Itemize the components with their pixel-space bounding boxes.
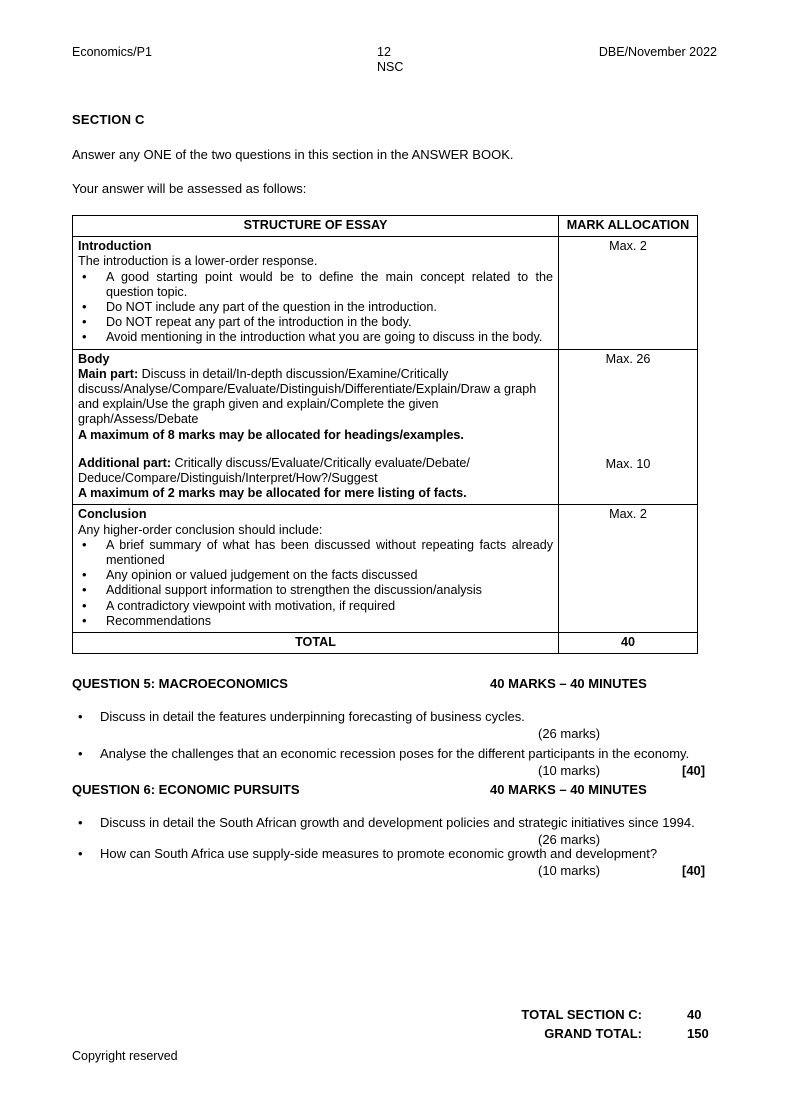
section-title: SECTION C bbox=[72, 112, 145, 127]
header-center-block bbox=[377, 45, 467, 75]
list-item: • A brief summary of what has been discussed without repeating facts already mentioned bbox=[78, 538, 553, 568]
total-value: 40 bbox=[559, 633, 698, 654]
list-item: • Do NOT repeat any part of the introduction in the body. bbox=[78, 315, 553, 330]
table-header-row bbox=[73, 216, 698, 237]
question-5-part-1-text: • Discuss in detail the features underpinning forecasting of business cycles. bbox=[100, 709, 525, 725]
copyright-notice: Copyright reserved bbox=[72, 1049, 178, 1063]
section-instruction: Answer any ONE of the two questions in this section in the ANSWER BOOK. bbox=[72, 147, 514, 162]
table-row-conclusion bbox=[73, 505, 698, 633]
body-additional-part bbox=[78, 456, 553, 486]
conclusion-bullet-list bbox=[78, 538, 553, 629]
list-item bbox=[72, 745, 717, 779]
body-main-note: A maximum of 8 marks may be allocated for headings/examples. bbox=[78, 427, 464, 442]
conclusion-heading: Conclusion bbox=[78, 507, 147, 522]
header-page-number: 12 bbox=[377, 45, 391, 59]
table-row-body bbox=[73, 349, 698, 505]
essay-structure-table bbox=[72, 215, 698, 654]
list-item: • A contradictory viewpoint with motivation, if required bbox=[78, 599, 553, 614]
question-6-total: [40] bbox=[682, 863, 706, 879]
list-item: • Do NOT include any part of the question in the introduction. bbox=[78, 300, 553, 315]
body-additional-mark: Max. 10 bbox=[605, 456, 651, 471]
question-5-part-1-marks: (26 marks) bbox=[538, 726, 601, 742]
header-curriculum: NSC bbox=[377, 60, 404, 74]
question-6-marks-time: 40 MARKS – 40 MINUTES bbox=[490, 782, 647, 798]
list-item: • A good starting point would be to define the main concept related to the question topic. bbox=[78, 270, 553, 300]
list-item bbox=[72, 708, 717, 742]
conclusion-cell bbox=[73, 505, 559, 633]
introduction-cell bbox=[73, 237, 559, 349]
list-item bbox=[72, 845, 717, 879]
list-item bbox=[72, 814, 717, 848]
question-5-part-2-text: • Analyse the challenges that an economic recession poses for the different participants in the economy. bbox=[100, 746, 690, 762]
grand-total-label: GRAND TOTAL: bbox=[544, 1026, 642, 1041]
total-section-c-label: TOTAL SECTION C: bbox=[521, 1007, 642, 1022]
question-6-part-1-marks: (26 marks) bbox=[538, 832, 601, 848]
body-additional-label: Additional part: bbox=[78, 455, 172, 470]
table-row-introduction bbox=[73, 237, 698, 349]
header-subject: Economics/P1 bbox=[72, 45, 152, 59]
total-section-c-row bbox=[72, 1005, 717, 1024]
column-header-mark-allocation: MARK ALLOCATION bbox=[559, 216, 698, 237]
grand-total-value: 150 bbox=[687, 1026, 709, 1041]
question-6-part-1-text: • Discuss in detail the South African growth and development policies and strategic initiatives since 1994. bbox=[100, 815, 695, 831]
question-6-part-2-text: • How can South Africa use supply-side measures to promote economic growth and development? bbox=[100, 846, 658, 862]
question-5-total: [40] bbox=[682, 763, 706, 779]
body-main-mark: Max. 26 bbox=[605, 351, 651, 366]
question-5-title: QUESTION 5: MACROECONOMICS bbox=[72, 676, 288, 692]
list-item: • Any opinion or valued judgement on the facts discussed bbox=[78, 568, 553, 583]
column-header-structure: STRUCTURE OF ESSAY bbox=[73, 216, 559, 237]
introduction-mark: Max. 2 bbox=[559, 237, 698, 349]
list-item: • Additional support information to strengthen the discussion/analysis bbox=[78, 583, 553, 598]
conclusion-lead: Any higher-order conclusion should include: bbox=[78, 522, 323, 537]
body-main-text: Discuss in detail/In-depth discussion/Examine/Critically discuss/Analyse/Compare/Evaluate/Distinguish/Differentiate/Explain/Draw a graph and explain/Use the graph given and explain/Complete the given graph/Assess/Debate bbox=[78, 366, 537, 427]
introduction-lead: The introduction is a lower-order response. bbox=[78, 254, 318, 269]
body-additional-text: Critically discuss/Evaluate/Critically evaluate/Debate/ Deduce/Compare/Distinguish/Interpret/How?/Suggest bbox=[78, 455, 470, 486]
body-mark-cell bbox=[559, 349, 698, 505]
question-6-heading bbox=[72, 782, 717, 798]
body-heading: Body bbox=[78, 351, 110, 366]
list-item: • Avoid mentioning in the introduction what you are going to discuss in the body. bbox=[78, 330, 553, 345]
question-5-marks-time: 40 MARKS – 40 MINUTES bbox=[490, 676, 647, 692]
question-5-part-2-marks: (10 marks) bbox=[538, 763, 601, 779]
question-6-title: QUESTION 6: ECONOMIC PURSUITS bbox=[72, 782, 300, 798]
totals-block bbox=[72, 1005, 717, 1043]
introduction-bullet-list bbox=[78, 270, 553, 346]
grand-total-row bbox=[72, 1024, 717, 1043]
total-section-c-value: 40 bbox=[687, 1007, 702, 1022]
question-6-part-2-marks: (10 marks) bbox=[538, 863, 601, 879]
page-content bbox=[72, 112, 717, 879]
body-cell bbox=[73, 349, 559, 505]
body-main-label: Main part: bbox=[78, 366, 139, 381]
question-5-parts bbox=[72, 708, 717, 779]
assessment-note: Your answer will be assessed as follows: bbox=[72, 181, 307, 196]
question-5-heading bbox=[72, 676, 717, 692]
table-row-total bbox=[73, 633, 698, 654]
introduction-heading: Introduction bbox=[78, 239, 152, 254]
conclusion-mark: Max. 2 bbox=[559, 505, 698, 633]
body-main-part bbox=[78, 367, 553, 428]
running-header bbox=[72, 45, 717, 79]
list-item: • Recommendations bbox=[78, 614, 553, 629]
header-exam-ref: DBE/November 2022 bbox=[598, 45, 717, 59]
body-additional-note: A maximum of 2 marks may be allocated for mere listing of facts. bbox=[78, 486, 467, 501]
body-spacer bbox=[78, 443, 553, 456]
total-label: TOTAL bbox=[73, 633, 559, 654]
question-6-parts bbox=[72, 814, 717, 879]
